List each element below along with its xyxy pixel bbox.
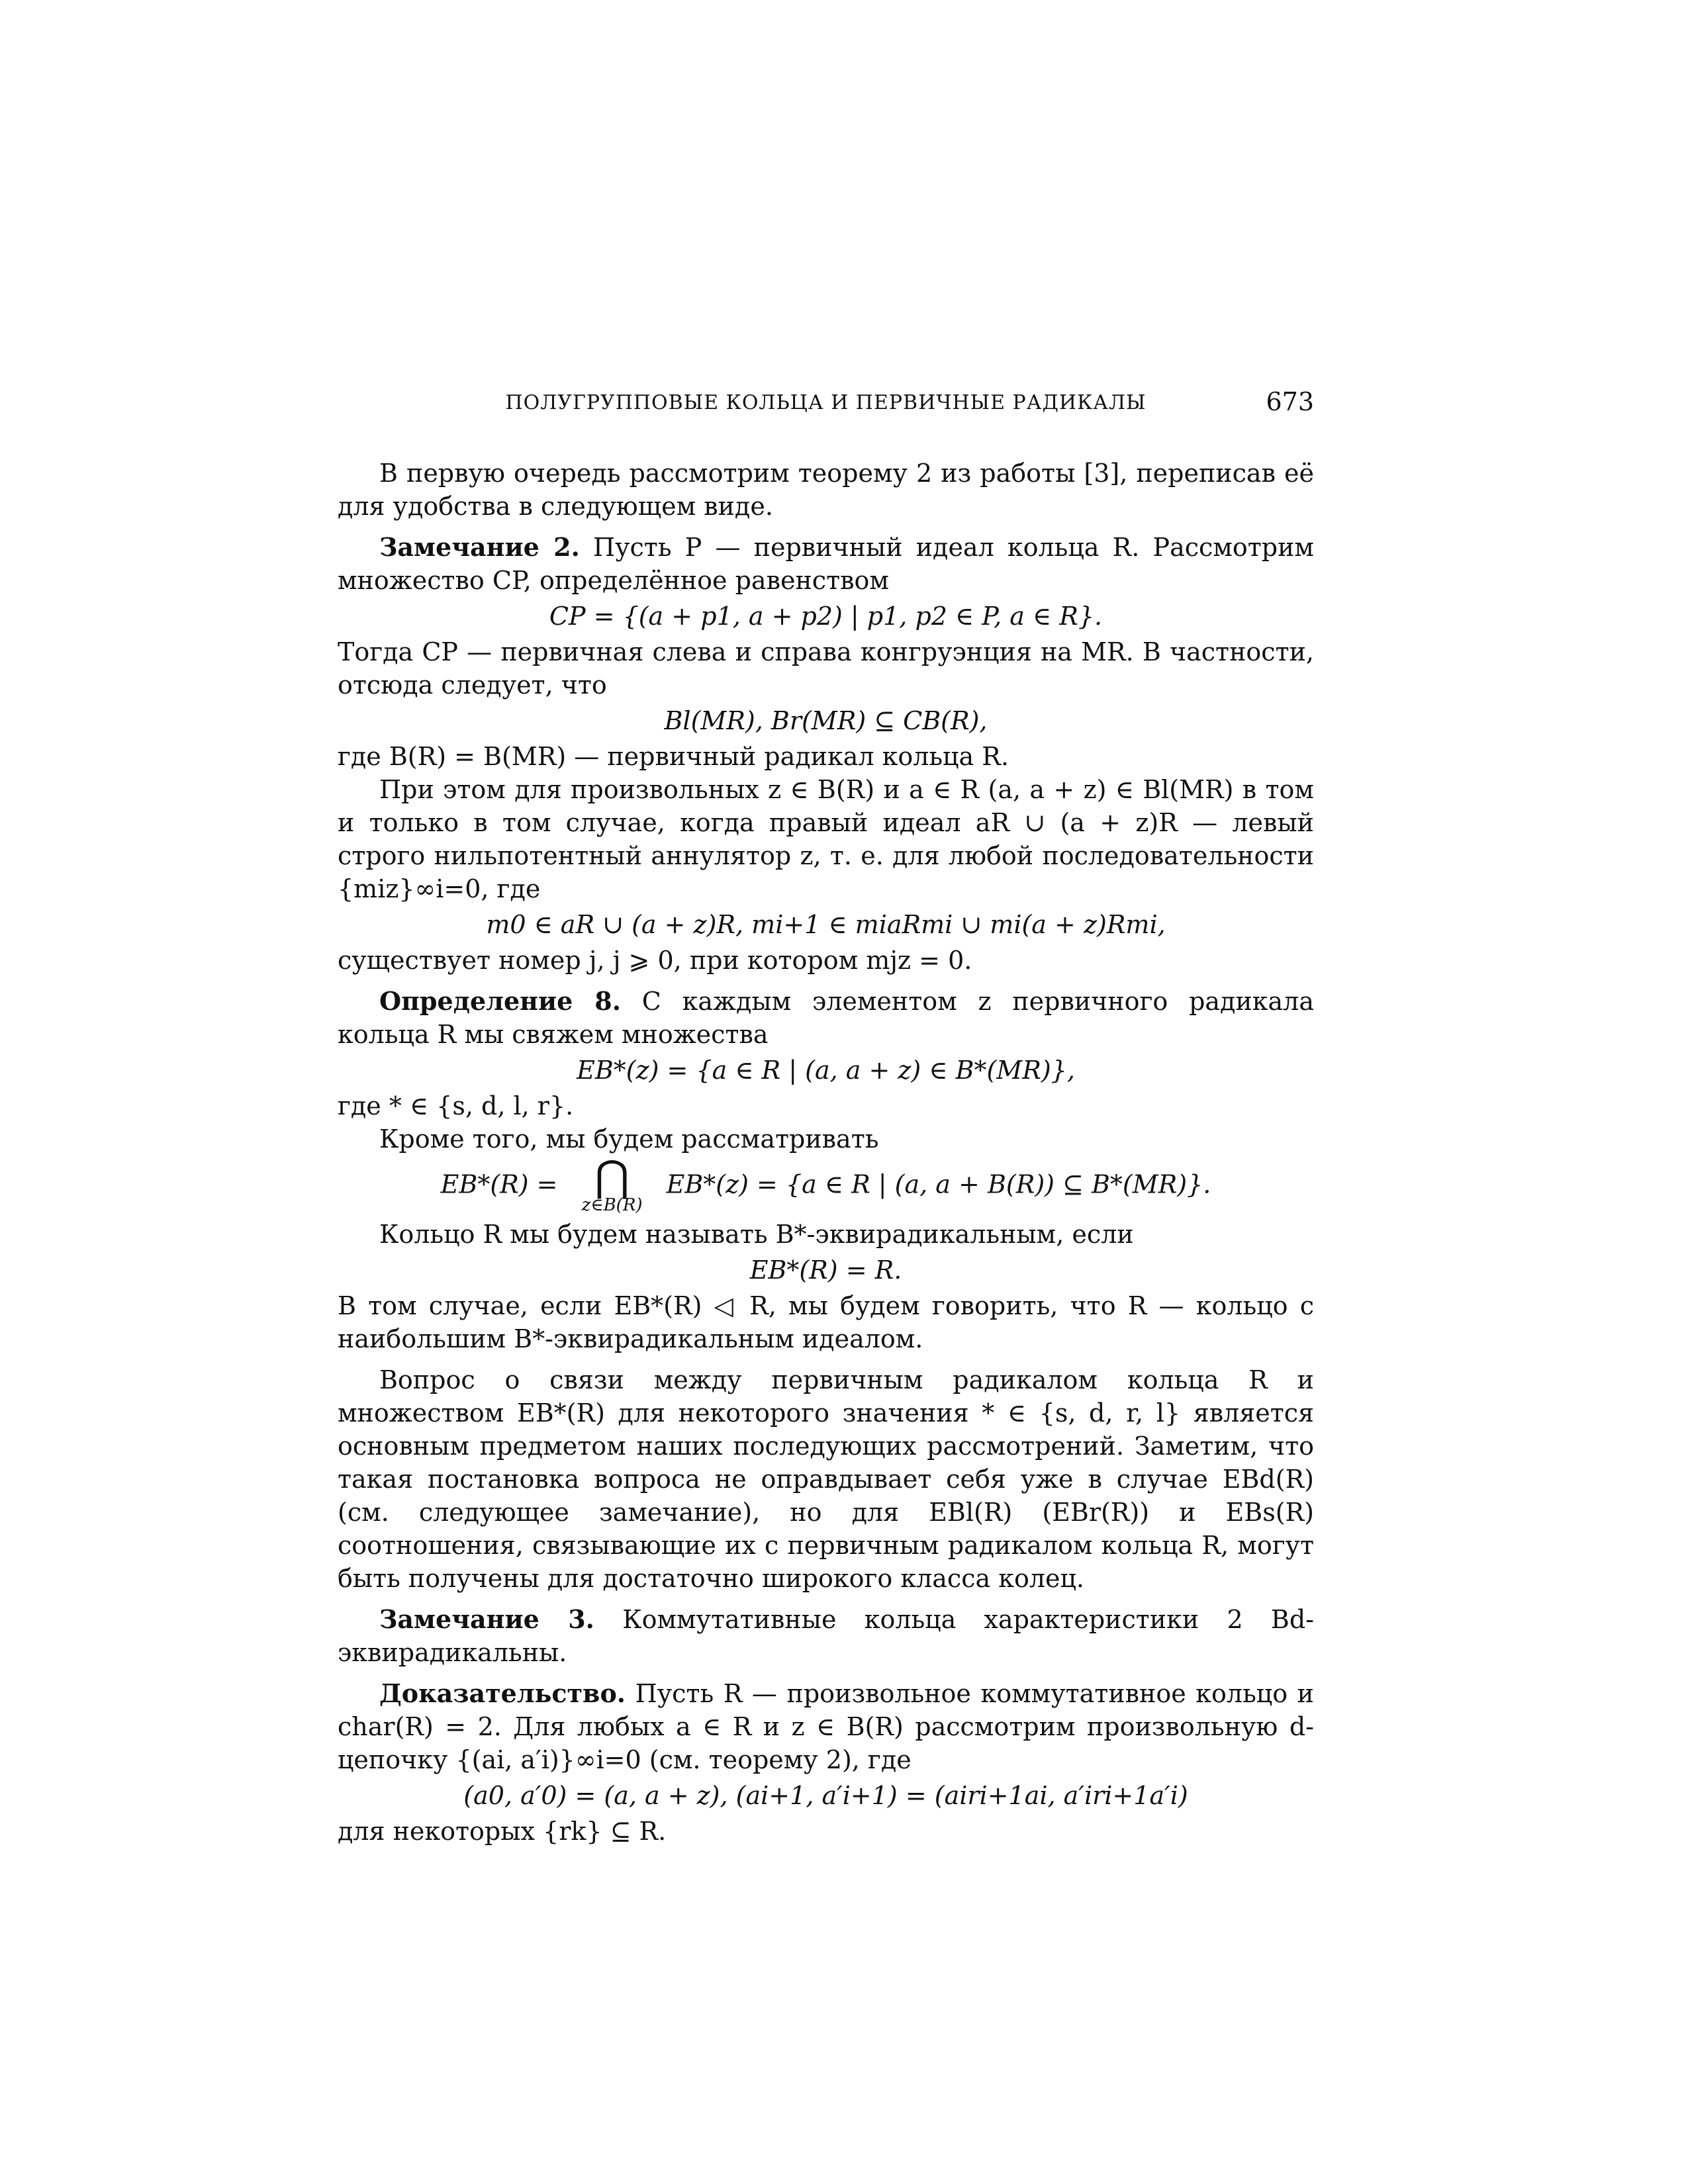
remark-3: [338, 1603, 1314, 1669]
definition-8-title: Определение 8.: [379, 986, 621, 1016]
remark-2-title: Замечание 2.: [379, 532, 580, 562]
remark-2-then: Тогда CP — первичная слева и справа конгруэнция на MR. В частности, отсюда следует, что: [338, 637, 1314, 700]
big-intersection: [581, 1152, 643, 1215]
eq-ebr-right: EB*(z) = {a ∈ R | (a, a + B(R)) ⊆ B*(MR)}.: [666, 1169, 1211, 1199]
page-number: 673: [1266, 387, 1314, 416]
intersection-subscript: z∈B(R): [581, 1195, 643, 1215]
definition-8-ring: Кольцо R мы будем называть B*-эквирадикальным, если: [379, 1220, 1134, 1249]
remark-3-title: Замечание 3.: [379, 1604, 594, 1634]
proof-title: Доказательство.: [379, 1678, 626, 1708]
equation-bl-br: Bl(MR), Br(MR) ⊆ CB(R),: [664, 706, 988, 735]
proof-end: для некоторых {rk} ⊆ R.: [338, 1817, 667, 1846]
remark-2-where: где B(R) = B(MR) — первичный радикал кольца R.: [338, 742, 1009, 771]
proof-text: Пусть R — произвольное коммутативное кольцо и char(R) = 2. Для любых a ∈ R и z ∈ B(R) рассмотрим произвольную d-цепочку {(ai, a′i)}∞i=0 (см. теорему 2), где: [338, 1679, 1314, 1774]
intro-paragraph: В первую очередь рассмотрим теорему 2 из работы [3], переписав её для удобства в следующем виде.: [338, 459, 1314, 521]
eq-ebr-left: EB*(R) =: [440, 1169, 558, 1199]
equation-chain: (a0, a′0) = (a, a + z), (ai+1, a′i+1) = (airi+1ai, a′iri+1a′i): [463, 1781, 1188, 1810]
equation-cp: CP = {(a + p1, a + p2) | p1, p2 ∈ P, a ∈ R}.: [549, 602, 1103, 631]
definition-8-where: где * ∈ {s, d, l, r}.: [338, 1091, 574, 1120]
remark-3-text: Коммутативные кольца характеристики 2 Bd-эквирадикальны.: [338, 1605, 1314, 1667]
equation-m-sequence: m0 ∈ aR ∪ (a + z)R, mi+1 ∈ miaRmi ∪ mi(a + z)Rmi,: [486, 910, 1166, 939]
remark-2-paragraph: При этом для произвольных z ∈ B(R) и a ∈ R (a, a + z) ∈ Bl(MR) в том и только в том случае, когда правый идеал aR ∪ (a + z)R — левый строго нильпотентный аннулятор z, т. е. для любой последовательности {miz}∞i=0, где: [338, 775, 1314, 903]
remark-2-exists: существует номер j, j ⩾ 0, при котором mjz = 0.: [338, 946, 972, 975]
body-text: [338, 457, 1314, 1848]
equation-eb-r-equals-r: EB*(R) = R.: [749, 1255, 902, 1285]
definition-8: [338, 985, 1314, 1051]
equation-eb-z: EB*(z) = {a ∈ R | (a, a + z) ∈ B*(MR)},: [577, 1056, 1075, 1085]
remark-2-text: Пусть P — первичный идеал кольца R. Рассмотрим множество CP, определённое равенством: [338, 533, 1314, 595]
proof: [338, 1677, 1314, 1776]
running-title: ПОЛУГРУППОВЫЕ КОЛЬЦА И ПЕРВИЧНЫЕ РАДИКАЛЫ: [505, 391, 1147, 414]
definition-8-case: В том случае, если EB*(R) ◁ R, мы будем говорить, что R — кольцо с наибольшим B*-эквирадикальным идеалом.: [338, 1291, 1314, 1353]
equation-eb-r-intersection: [338, 1152, 1314, 1215]
definition-8-text: С каждым элементом z первичного радикала кольца R мы свяжем множества: [338, 987, 1314, 1049]
definition-8-besides: Кроме того, мы будем рассматривать: [379, 1124, 879, 1154]
remark-2: [338, 531, 1314, 597]
running-header: [338, 387, 1314, 420]
intersection-symbol: ⋂: [594, 1152, 630, 1201]
question-paragraph: Вопрос о связи между первичным радикалом кольца R и множеством EB*(R) для некоторого значения * ∈ {s, d, r, l} является основным предметом наших последующих рассмотрений. Заметим, что такая постановка вопроса не оправдывает себя уже в случае EBd(R) (см. следующее замечание), но для EBl(R) (EBr(R)) и EBs(R) соотношения, связывающие их с первичным радикалом кольца R, могут быть получены для достаточно широкого класса колец.: [338, 1365, 1314, 1593]
